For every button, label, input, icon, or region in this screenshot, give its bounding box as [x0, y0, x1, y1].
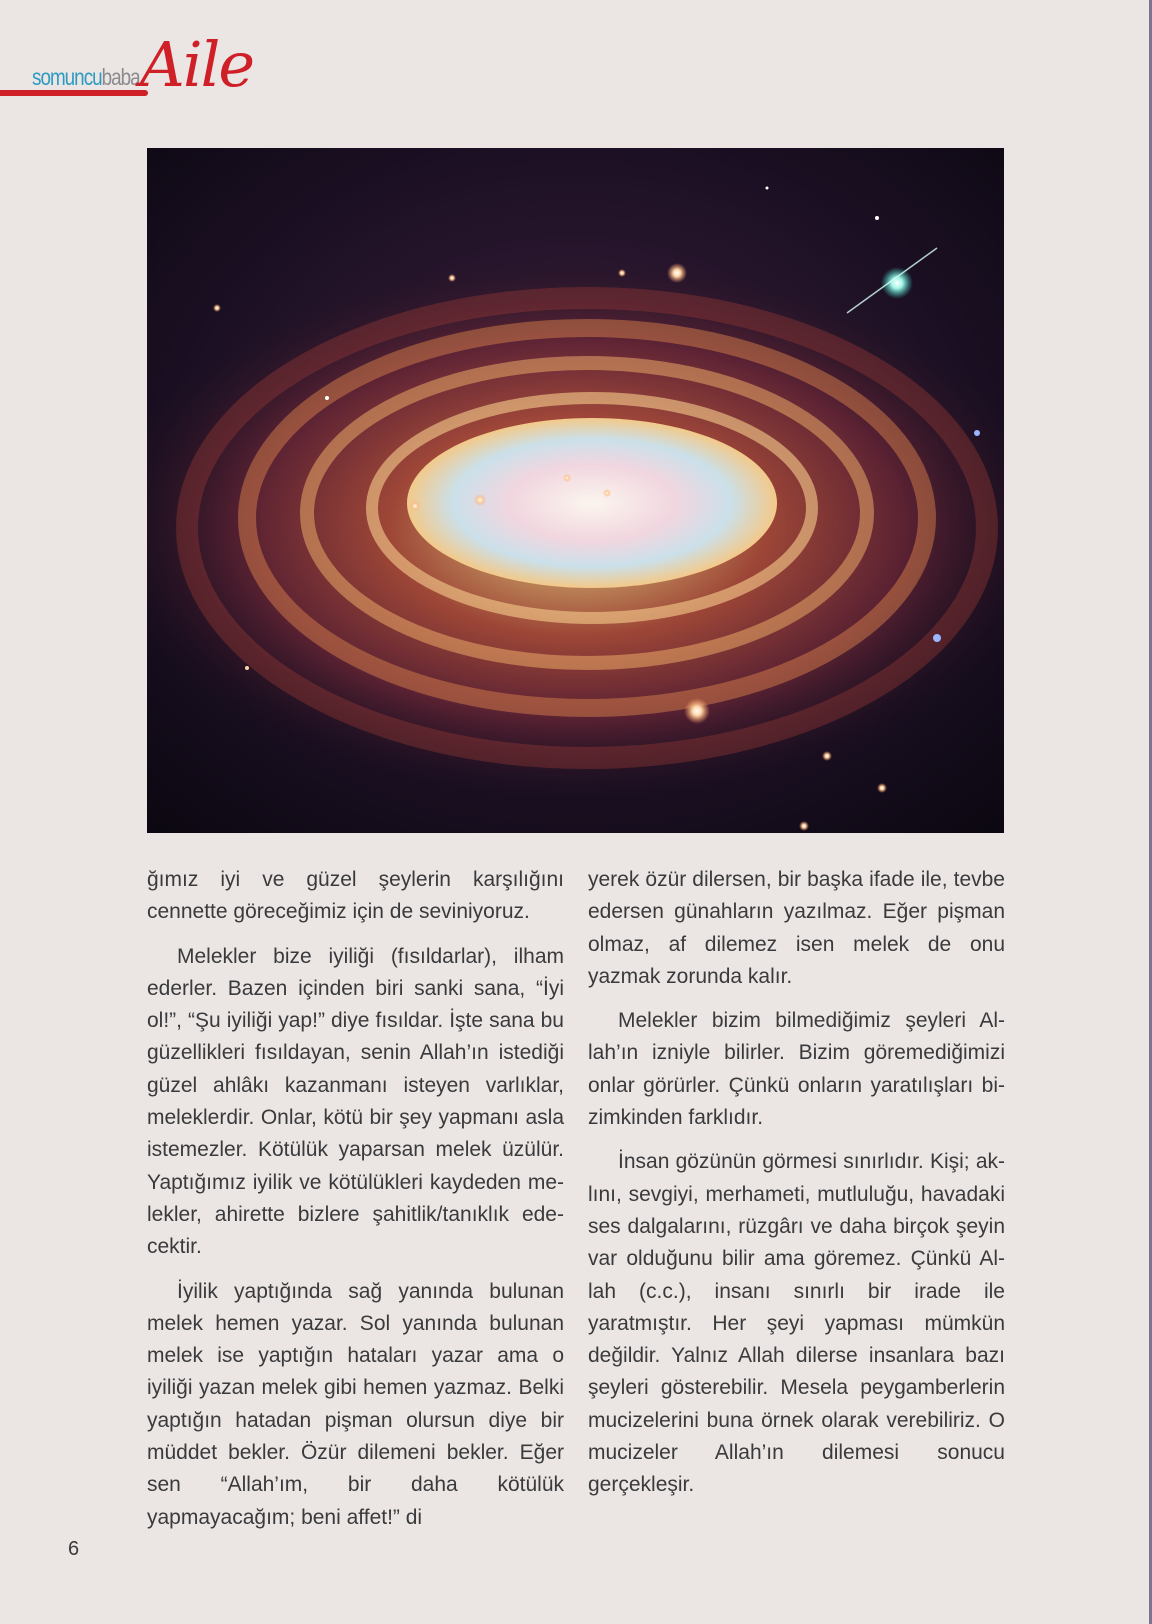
brand-script-title: Aile — [140, 28, 254, 101]
article-left-column — [147, 864, 564, 1546]
right-paragraph-1: yerek özür dilersen, bir başka ifade ile, tevbe edersen günahların yazılmaz. Eğer pişman olmaz, af dilemez isen melek de onu yazmak zorunda kalır. — [588, 868, 1005, 988]
article-right-column — [588, 864, 1005, 1514]
page-number: 6 — [68, 1538, 80, 1560]
brand-part1: somuncu — [32, 64, 102, 90]
left-paragraph-1: ğımız iyi ve güzel şeylerin karşılığını cennette göreceğimiz için de seviniyoruz. — [147, 868, 564, 924]
brand-logo — [32, 64, 140, 91]
right-paragraph-3: İnsan gözünün görmesi sınırlıdır. Kişi; aklını, sevgiyi, merhameti, mutluluğu, havadaki ses dalgalarını, rüzgârı ve daha birçok şeyin var olduğunu bilir ama göremez. Çünkü Allah (c.c.), insanı sınırlı bir irade ile yaratmıştır. Her şeyi yapması mümkün değildir. Yalnız Allah dilerse insanlara bazı şeyleri gösterebilir. Mesela peygamberlerin mucizelerini buna örnek olarak verebiliriz. O mucizeler Allah’ın dilemesi sonucu gerçekleşir. — [588, 1150, 1005, 1497]
galaxy-image — [147, 148, 1004, 833]
left-paragraph-3: İyilik yaptığında sağ yanında bulunan melek hemen yazar. Sol yanında bulunan melek ise yaptığın hataları yazar ama o iyiliği yazan melek gibi hemen yazmaz. Belki yaptığın hatadan pişman olursun diye bir müddet bekler. Özür dilemeni bekler. Eğer sen “Allah’ım, bir daha kötülük yapmayacağım; beni affet!” di — [147, 1279, 564, 1529]
right-paragraph-2: Melekler bizim bilmediğimiz şeyleri Allah’ın izniyle bilirler. Bizim göremediğimizi onlar görürler. Çünkü onların yaratılışları bizimkinden farklıdır. — [588, 1009, 1005, 1130]
brand-part2: baba — [101, 64, 140, 90]
magazine-header — [0, 30, 260, 110]
left-paragraph-2: Melekler bize iyiliği (fısıldarlar), ilham ederler. Bazen içinden biri sanki sana, “İyi ol!”, “Şu iyiliği yap!” diye fısıldar. İşte sana bu güzellikleri fısıldayan, senin Allah’ın istediği güzel ahlâkı kazanmanı isteyen varlıklar, meleklerdir. Onlar, kötü bir şey yapmanı asla istemezler. Kötülük yaparsan melek üzülür. Yaptığımız iyilik ve kötülükleri kaydeden melekler, ahirette bizlere şahitlik/tanıklık edecektir. — [147, 944, 564, 1259]
